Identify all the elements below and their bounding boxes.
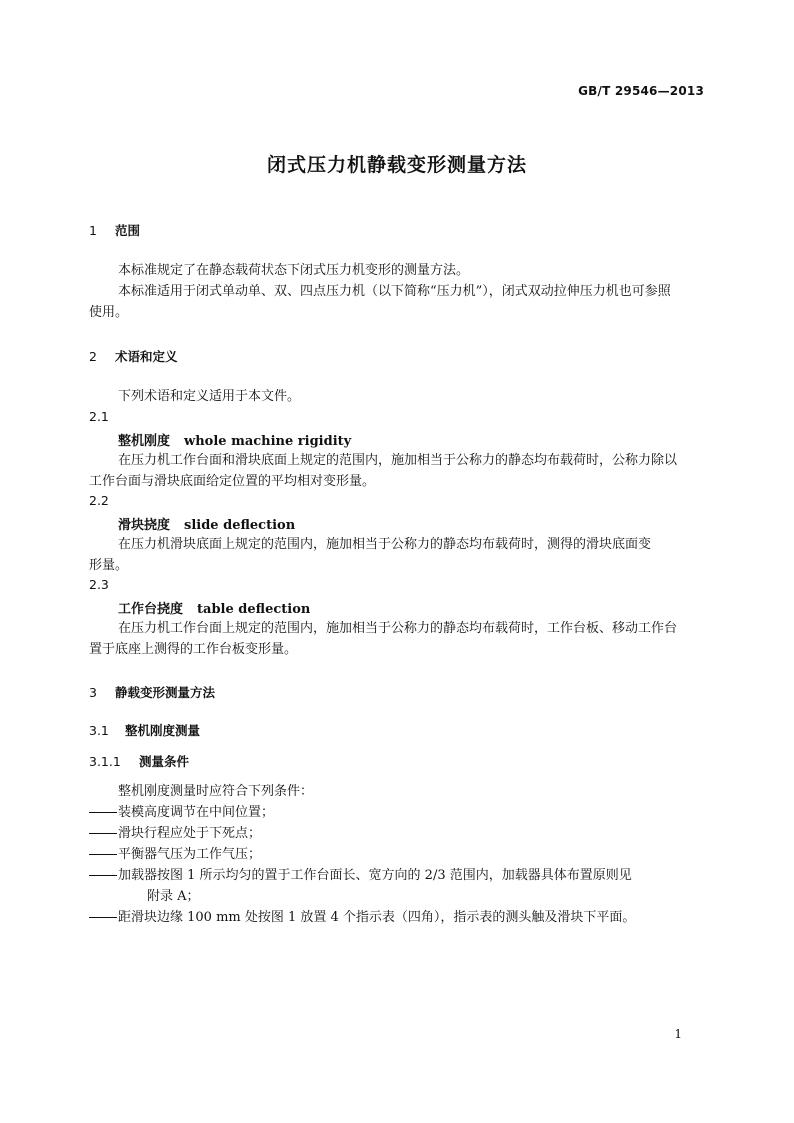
dash-marker (89, 875, 117, 876)
term-heading (118, 514, 295, 533)
list-item: 加载器按图 1 所示均匀的置于工作台面长、宽方向的 2/3 范围内，加载器具体布置原则见 (89, 865, 632, 886)
section-number: 3.1.1 (89, 754, 121, 769)
term-heading (118, 598, 310, 617)
document-title: 闭式压力机静载变形测量方法 (266, 154, 527, 176)
term-zh: 滑块挠度 (118, 518, 171, 533)
term-definition: 在压力机滑块底面上规定的范围内，施加相当于公称力的静态均布载荷时，测得的滑块底面变 (118, 537, 652, 552)
section-title: 术语和定义 (115, 349, 178, 364)
section-title: 整机刚度测量 (125, 723, 201, 738)
clause-number: 2.1 (89, 409, 109, 424)
terms-intro: 下列术语和定义适用于本文件。 (118, 389, 301, 404)
list-item: 平衡器气压为工作气压； (89, 844, 261, 865)
section-title: 静载变形测量方法 (115, 685, 216, 700)
term-definition-cont: 置于底座上测得的工作台板变形量。 (89, 642, 298, 657)
list-item: 装模高度调节在中间位置； (89, 802, 274, 823)
standard-number: GB/T 29546—2013 (578, 84, 704, 98)
list-item: 滑块行程应处于下死点； (89, 823, 261, 844)
dash-marker (89, 833, 117, 834)
term-zh: 整机刚度 (118, 434, 171, 449)
section-1-heading (89, 221, 140, 239)
section-number: 3.1 (89, 723, 109, 738)
term-zh: 工作台挠度 (118, 602, 184, 617)
scope-paragraph-2-cont: 使用。 (89, 305, 129, 320)
subsection-3-1-1-heading (89, 752, 189, 770)
term-en: slide deflection (184, 518, 296, 533)
section-3-heading (89, 683, 215, 701)
list-item: 距滑块边缘 100 mm 处按图 1 放置 4 个指示表（四角），指示表的测头触及滑块下平面。 (89, 907, 635, 928)
section-title: 测量条件 (139, 754, 190, 769)
section-number: 2 (89, 349, 97, 364)
scope-paragraph-1: 本标准规定了在静态载荷状态下闭式压力机变形的测量方法。 (118, 263, 470, 278)
clause-number: 2.2 (89, 493, 109, 508)
conditions-intro: 整机刚度测量时应符合下列条件： (118, 784, 314, 799)
term-definition-cont: 形量。 (89, 558, 129, 573)
subsection-3-1-heading (89, 721, 200, 739)
dash-marker (89, 854, 117, 855)
list-item-cont: 附录 A； (147, 889, 200, 904)
scope-paragraph-2: 本标准适用于闭式单动单、双、四点压力机（以下简称“压力机”），闭式双动拉伸压力机也可参照 (118, 284, 671, 299)
page-number: 1 (674, 1027, 682, 1041)
term-definition: 在压力机工作台面和滑块底面上规定的范围内，施加相当于公称力的静态均布载荷时，公称力除以 (118, 453, 678, 468)
dash-marker (89, 812, 117, 813)
term-definition-cont: 工作台面与滑块底面给定位置的平均相对变形量。 (89, 474, 376, 489)
clause-number: 2.3 (89, 577, 109, 592)
section-title: 范围 (115, 223, 141, 238)
term-heading (118, 430, 351, 449)
section-2-heading (89, 347, 178, 365)
section-number: 3 (89, 685, 97, 700)
term-en: whole machine rigidity (184, 434, 352, 449)
section-number: 1 (89, 223, 97, 238)
term-definition: 在压力机工作台面上规定的范围内，施加相当于公称力的静态均布载荷时，工作台板、移动工作台 (118, 621, 678, 636)
dash-marker (89, 917, 117, 918)
term-en: table deflection (197, 602, 311, 617)
